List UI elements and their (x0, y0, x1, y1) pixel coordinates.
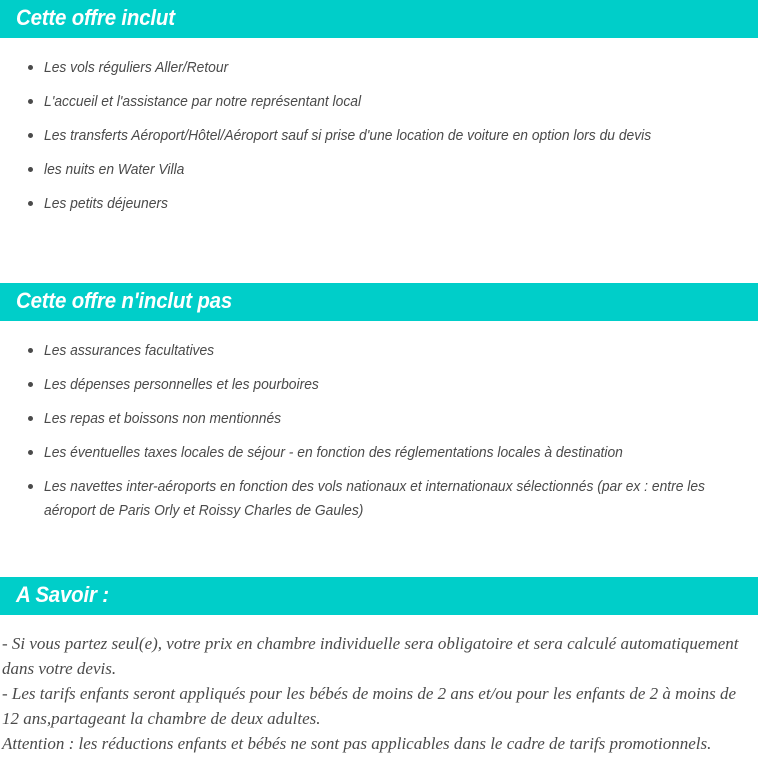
section-title: Cette offre n'inclut pas (16, 288, 233, 313)
section-header-offer-excludes (0, 283, 758, 321)
list-item (44, 441, 748, 465)
included-items-list (0, 38, 758, 216)
list-item-label: Les repas et boissons non mentionnés (44, 411, 282, 427)
list-item (44, 475, 748, 523)
note-paragraph: - Les tarifs enfants seront appliqués pour les bébés de moins de 2 ans et/ou pour les enfants de 2 à moins de 12 ans,partageant la chambre de deux adultes. (2, 684, 737, 728)
list-item (44, 192, 748, 216)
list-item (44, 339, 748, 363)
section-spacer (0, 533, 758, 577)
list-item-label: Les vols réguliers Aller/Retour (44, 60, 229, 76)
list-item (44, 373, 748, 397)
section-body-good-to-know (0, 615, 758, 756)
list-item-label: Les petits déjeuners (44, 196, 168, 212)
section-header-good-to-know (0, 577, 758, 615)
section-body-offer-includes (0, 38, 758, 216)
list-item-label: L'accueil et l'assistance par notre représentant local (44, 94, 362, 110)
list-item (44, 158, 748, 182)
note-paragraph: - Si vous partez seul(e), votre prix en chambre individuelle sera obligatoire et sera calculé automatiquement dans votre devis. (2, 634, 739, 678)
list-item (44, 407, 748, 431)
note-paragraph: Attention : les réductions enfants et bébés ne sont pas applicables dans le cadre de tarifs promotionnels. (2, 734, 712, 753)
section-header-offer-includes (0, 0, 758, 38)
excluded-items-list (0, 321, 758, 523)
section-good-to-know (0, 577, 758, 756)
list-item (44, 124, 748, 148)
list-item-label: Les éventuelles taxes locales de séjour - en fonction des réglementations locales à destination (44, 445, 623, 461)
list-item (44, 90, 748, 114)
section-body-offer-excludes (0, 321, 758, 523)
list-item-label: les nuits en Water Villa (44, 162, 185, 178)
section-title: Cette offre inclut (16, 5, 175, 30)
section-offer-excludes (0, 283, 758, 523)
list-item (44, 56, 748, 80)
section-offer-includes (0, 0, 758, 216)
section-title: A Savoir : (16, 582, 109, 607)
list-item-label: Les transferts Aéroport/Hôtel/Aéroport sauf si prise d'une location de voiture en option lors du devis (44, 128, 652, 144)
list-item-label: Les navettes inter-aéroports en fonction des vols nationaux et internationaux sélectionnés (par ex : entre les aéroport de Paris Orly et Roissy Charles de Gaules) (44, 479, 705, 519)
section-spacer (0, 226, 758, 283)
list-item-label: Les assurances facultatives (44, 343, 215, 359)
list-item-label: Les dépenses personnelles et les pourboires (44, 377, 319, 393)
